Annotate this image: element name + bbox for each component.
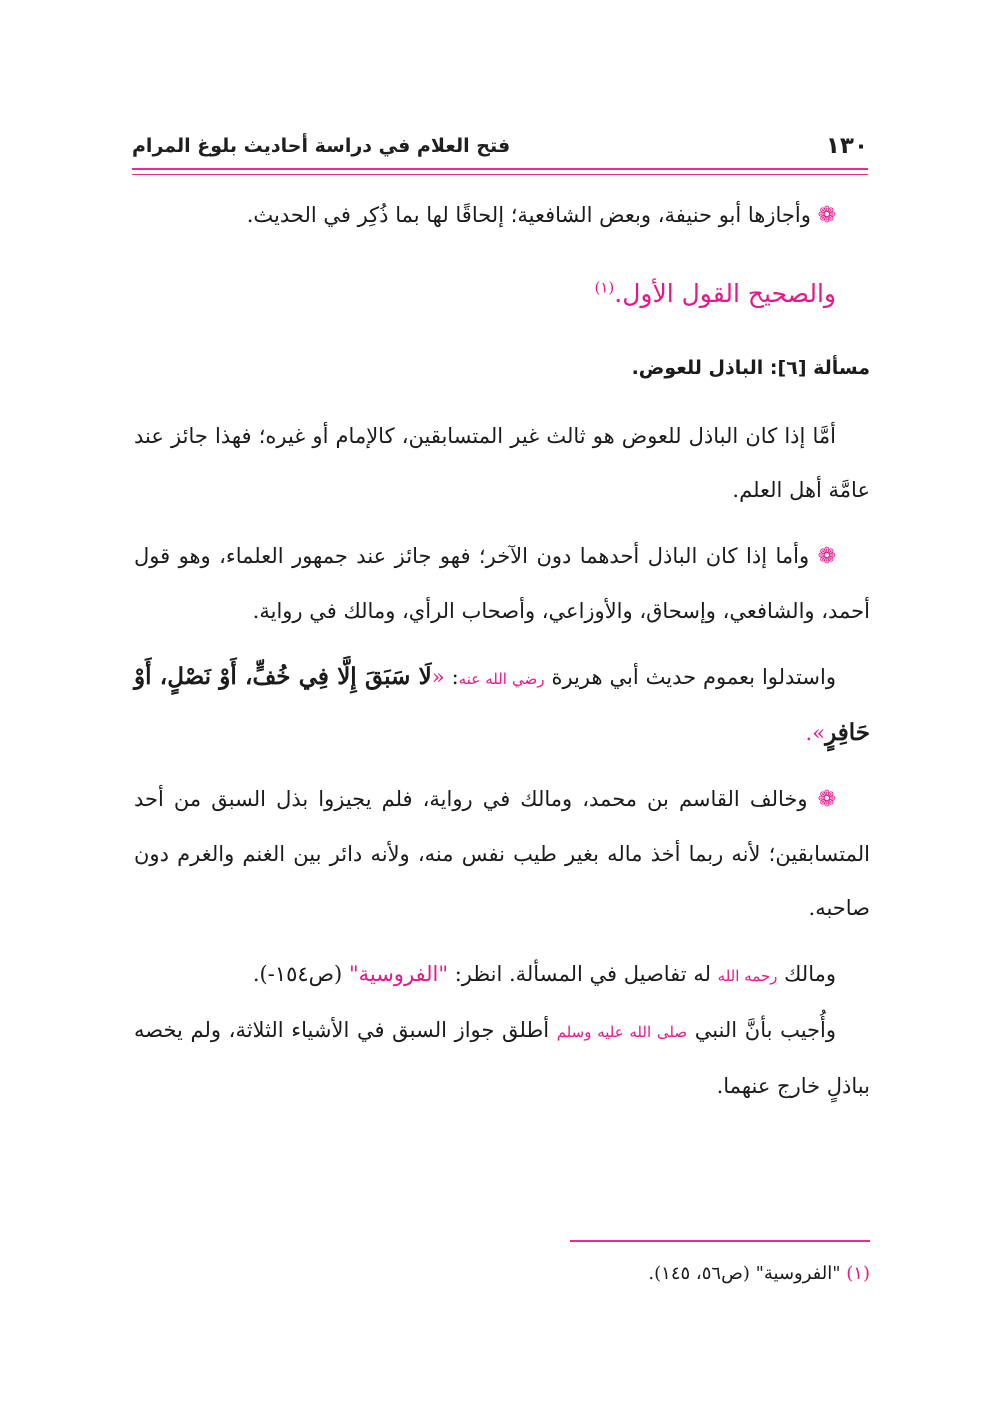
sahih-statement: [134, 267, 870, 321]
issue-title: الباذل للعوض.: [631, 357, 764, 379]
hadith-text: لَا سَبَقَ إِلَّا فِي خُفٍّ، أَوْ نَصْلٍ، أَوْ حَافِرٍ: [134, 663, 870, 746]
paragraph-2: [134, 409, 870, 517]
issue-number: مسألة [٦]:: [769, 357, 870, 379]
paragraph-7-intro: وأُجيب بأنَّ النبي: [694, 1018, 836, 1042]
page-body: [134, 188, 870, 1113]
page-reference: (ص١٥٤-).: [252, 962, 343, 986]
footnote-book: "الفروسية": [755, 1263, 841, 1284]
honorific-rahimahullah: رحمه الله: [717, 967, 778, 985]
paragraph-6: [134, 947, 870, 1003]
paragraph-1: [134, 188, 870, 243]
paragraph-5: [134, 772, 870, 935]
footnote-rule: [570, 1240, 870, 1242]
header-rule: [132, 168, 868, 170]
footnote: [134, 1260, 870, 1288]
quote-open: «: [431, 665, 445, 689]
honorific-salawat: صلى الله عليه وسلم: [556, 1023, 688, 1041]
paragraph-7: [134, 1003, 870, 1113]
paragraph-2-text: أمَّا إذا كان الباذل للعوض هو ثالث غير المتسابقين، كالإمام أو غيره؛ فهذا جائز عند عامَّة أهل العلم.: [134, 424, 870, 502]
flower-ornament-icon: ❁: [817, 787, 836, 812]
footnote-pages: (ص٥٦، ١٤٥).: [648, 1263, 750, 1284]
issue-heading: [134, 341, 870, 395]
paragraph-4: [134, 650, 870, 760]
book-reference: "الفروسية": [348, 962, 449, 986]
footnote-ref[interactable]: (١): [594, 278, 615, 297]
footnote-marker: (١): [846, 1263, 870, 1284]
paragraph-6-intro: ومالك: [784, 962, 836, 986]
header-rule-thin: [132, 174, 868, 175]
page-number: ١٣٠: [825, 133, 868, 159]
running-title: فتح العلام في دراسة أحاديث بلوغ المرام: [132, 135, 511, 157]
paragraph-1-text: وأجازها أبو حنيفة، وبعض الشافعية؛ إلحاقًا لها بما ذُكِر في الحديث.: [246, 203, 811, 227]
flower-ornament-icon: ❁: [817, 544, 836, 569]
page-header: [132, 124, 868, 168]
paragraph-7-text: أطلق جواز السبق في الأشياء الثلاثة، ولم يخصه بباذلٍ خارج عنهما.: [134, 1018, 870, 1098]
paragraph-6-text: له تفاصيل في المسألة. انظر:: [454, 962, 711, 986]
quote-close: ».: [805, 721, 826, 745]
paragraph-5-text: وخالف القاسم بن محمد، ومالك في رواية، فلم يجيزوا بذل السبق من أحد المتسابقين؛ لأنه ربما أخذ ماله بغير طيب نفس منه، ولأنه دائر بين الغنم والغرم دون صاحبه.: [134, 787, 870, 920]
flower-ornament-icon: ❁: [817, 203, 836, 228]
sahih-text: والصحيح القول الأول.: [614, 279, 836, 308]
honorific-radiallahu: رضي الله عنه: [458, 670, 545, 688]
paragraph-4-intro: واستدلوا بعموم حديث أبي هريرة: [551, 665, 836, 689]
paragraph-3: [134, 529, 870, 638]
paragraph-3-text: وأما إذا كان الباذل أحدهما دون الآخر؛ فهو جائز عند جمهور العلماء، وهو قول أحمد، والشافعي، وإسحاق، والأوزاعي، وأصحاب الرأي، ومالك في رواية.: [134, 544, 870, 623]
colon: :: [451, 665, 459, 689]
